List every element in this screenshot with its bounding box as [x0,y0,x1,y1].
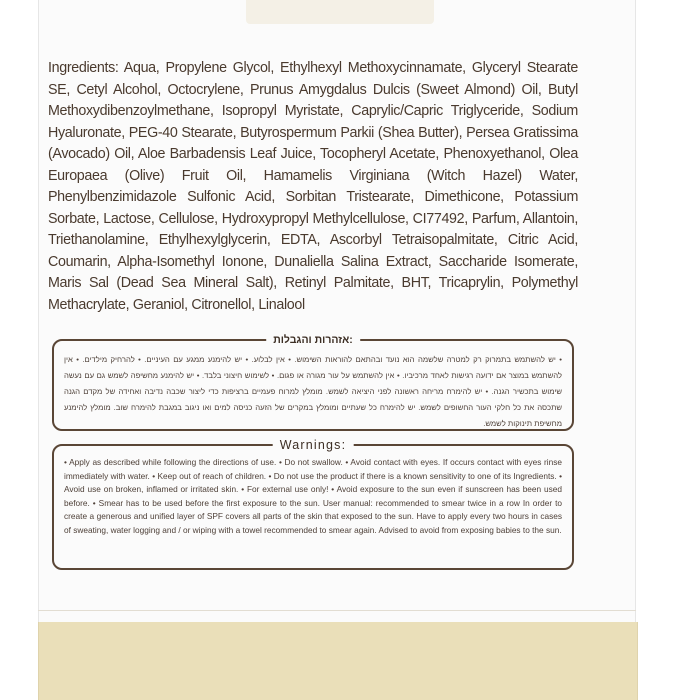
hebrew-warnings-text: • יש להשתמש בתמרוק רק למטרה שלשמה הוא נועד ובהתאם להוראות השימוש. • אין לבלוע. • יש להימנע ממגע עם העיניים. • להרחיק מילדים. • אין להשתמש במוצר אם ידועה רגישות לאחד מרכיביו. • אין להשתמש על עור מגורה או פגום. • לשימוש חיצוני בלבד. • יש להימנע מחשיפה לשמש גם עם נעשה שימוש בתכשיר הגנה. • יש להימרח מריחה ראשונה לפני היציאה לשמש. מומלץ למרוח פעמיים ברציפות כדי ליצור שכבה נדיבה ואחידה של מקדם הגנה שתכסה את כל חלקי העור החשופים לשמש. יש להימרח כל שעתיים ומומלץ במקרים של הזעה כניסה למים ואו ניגוב במגבת להימרח שוב. מומלץ להימנע מחשיפת תינוקות לשמש. [64,355,562,428]
left-background-edge [0,0,38,700]
top-tab-shape [246,0,434,24]
hebrew-warnings-title: אזהרות והגבלות: [266,332,360,348]
hebrew-warnings-box [52,334,574,431]
ingredients-text: Ingredients: Aqua, Propylene Glycol, Ethylhexyl Methoxycinnamate, Glyceryl Stearate SE, Cetyl Alcohol, Octocrylene, Prunus Amygdalus Dulcis (Sweet Almond) Oil, Butyl Methoxydibenzoylmethane, Isopropyl Myristate, Caprylic/Capric Triglyceride, Sodium Hyaluronate, PEG-40 Stearate, Butyrospermum Parkii (Shea Butter), Persea Gratissima (Avocado) Oil, Aloe Barbadensis Leaf Juice, Tocopheryl Acetate, Phenoxyethanol, Olea Europaea (Olive) Fruit Oil, Hamamelis Virginiana (Witch Hazel) Water, Phenylbenzimidazole Sulfonic Acid, Sorbitan Tristearate, Dimethicone, Potassium Sorbate, Lactose, Cellulose, Hydroxypropyl Methylcellulose, CI77492, Parfum, Allantoin, Triethanolamine, Ethylhexylglycerin, EDTA, Ascorbyl Tetraisopalmitate, Citric Acid, Coumarin, Alpha-Isomethyl Ionone, Dunaliella Salina Extract, Saccharide Isomerate, Maris Sal (Dead Sea Mineral Salt), Retinyl Palmitate, BHT, Tricaprylin, Polymethyl Methacrylate, Geraniol, Citronellol, Linalool [48,60,578,313]
english-warnings-title: Warnings: [273,437,354,453]
panel-divider [38,610,636,611]
right-background-edge [662,0,700,700]
english-warnings-text: • Apply as described while following the directions of use. • Do not swallow. • Avoid contact with eyes. If occurs contact with eyes rinse immediately with water. • Keep out of reach of children. • Do not use the product if there is a known sensitivity to one of its Ingredients. • Avoid use on broken, inflamed or irritated skin. • For external use only! • Avoid exposure to the sun even if sunscreen has been used before. • Smear has to be used before the first exposure to the sun. User manual: recommended to smear twice in a row In order to create a generous and unified layer of SPF covers all parts of the skin that exposed to the sun. Have to apply every two hours in cases of sweating, water logging and / or wiping with a towel recommended to smear again. Advised to avoid from exposing babies to the sun. [64,457,562,535]
cream-color-band [38,622,638,700]
english-warnings-box [52,438,574,570]
